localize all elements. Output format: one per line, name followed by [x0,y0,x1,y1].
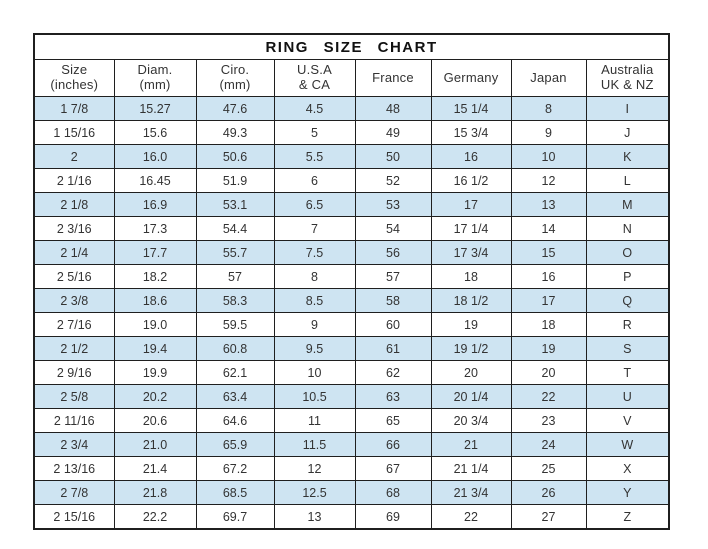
table-cell: 2 5/16 [34,265,114,289]
table-cell: 51.9 [196,169,274,193]
table-cell: 65.9 [196,433,274,457]
table-cell: T [586,361,669,385]
column-header-line2: (inches) [50,77,99,92]
table-cell: 8.5 [274,289,355,313]
table-cell: 20.6 [114,409,196,433]
table-cell: 17 3/4 [431,241,511,265]
table-cell: 16.9 [114,193,196,217]
table-cell: R [586,313,669,337]
table-cell: N [586,217,669,241]
table-cell: 15 3/4 [431,121,511,145]
column-header [274,60,355,97]
table-cell: 16 [431,145,511,169]
table-cell: 17 [431,193,511,217]
table-cell: 17 1/4 [431,217,511,241]
table-cell: 2 3/4 [34,433,114,457]
table-cell: 17.7 [114,241,196,265]
table-cell: 13 [274,505,355,530]
table-row [34,409,669,433]
header-row [34,60,669,97]
table-row [34,313,669,337]
table-cell: 13 [511,193,586,217]
table-cell: 68 [355,481,431,505]
table-cell: 14 [511,217,586,241]
table-row [34,145,669,169]
column-header [511,60,586,97]
table-cell: 19.4 [114,337,196,361]
table-cell: 16 1/2 [431,169,511,193]
column-header-line1: Australia [601,62,654,78]
table-cell: 15 [511,241,586,265]
table-row [34,337,669,361]
table-cell: 2 1/8 [34,193,114,217]
table-cell: 47.6 [196,97,274,121]
table-cell: 25 [511,457,586,481]
table-cell: 48 [355,97,431,121]
table-cell: U [586,385,669,409]
column-header-line1: France [372,69,414,85]
table-cell: 49 [355,121,431,145]
table-cell: 2 [34,145,114,169]
ring-size-table [33,33,670,530]
table-cell: 8 [274,265,355,289]
table-cell: 50 [355,145,431,169]
table-row [34,265,669,289]
table-cell: 1 15/16 [34,121,114,145]
table-row [34,97,669,121]
table-cell: 2 1/4 [34,241,114,265]
table-cell: M [586,193,669,217]
table-cell: 62.1 [196,361,274,385]
table-cell: 53 [355,193,431,217]
table-cell: 2 7/8 [34,481,114,505]
column-header [586,60,669,97]
column-header-line1: Ciro. [220,62,250,78]
column-header [34,60,114,97]
table-cell: 21 3/4 [431,481,511,505]
column-header-line2: UK & NZ [600,77,654,92]
table-cell: O [586,241,669,265]
table-cell: 7.5 [274,241,355,265]
table-cell: 68.5 [196,481,274,505]
table-cell: 56 [355,241,431,265]
table-cell: 67.2 [196,457,274,481]
column-header-line2: (mm) [139,77,171,92]
table-cell: 9 [274,313,355,337]
column-header-line2: (mm) [219,77,251,92]
column-header [114,60,196,97]
table-cell: 59.5 [196,313,274,337]
table-row [34,433,669,457]
column-header [196,60,274,97]
table-cell: Q [586,289,669,313]
table-cell: 62 [355,361,431,385]
table-cell: 4.5 [274,97,355,121]
table-cell: 21 1/4 [431,457,511,481]
table-cell: 23 [511,409,586,433]
table-cell: 2 3/8 [34,289,114,313]
table-cell: P [586,265,669,289]
table-cell: 69 [355,505,431,530]
table-cell: L [586,169,669,193]
table-row [34,481,669,505]
table-cell: 2 15/16 [34,505,114,530]
table-cell: 15.6 [114,121,196,145]
table-cell: 9.5 [274,337,355,361]
column-header-line1: Germany [443,69,499,85]
table-cell: 16.0 [114,145,196,169]
column-header-line1: Japan [530,69,567,85]
table-cell: 18.2 [114,265,196,289]
table-cell: 8 [511,97,586,121]
table-row [34,241,669,265]
table-cell: 2 3/16 [34,217,114,241]
table-cell: 18 [431,265,511,289]
table-cell: 12.5 [274,481,355,505]
column-header [431,60,511,97]
table-cell: 12 [511,169,586,193]
table-cell: 58 [355,289,431,313]
table-cell: 60.8 [196,337,274,361]
table-cell: 57 [196,265,274,289]
column-header-line2: & CA [298,77,331,92]
table-cell: 17 [511,289,586,313]
table-cell: S [586,337,669,361]
table-cell: 22.2 [114,505,196,530]
table-cell: 1 7/8 [34,97,114,121]
table-cell: 52 [355,169,431,193]
column-header [355,60,431,97]
table-cell: 54.4 [196,217,274,241]
table-cell: 21.0 [114,433,196,457]
table-cell: 16 [511,265,586,289]
table-cell: 16.45 [114,169,196,193]
table-cell: 21.4 [114,457,196,481]
table-cell: 7 [274,217,355,241]
table-row [34,169,669,193]
table-row [34,457,669,481]
table-cell: 6.5 [274,193,355,217]
table-cell: 2 7/16 [34,313,114,337]
table-cell: X [586,457,669,481]
table-cell: 20.2 [114,385,196,409]
table-cell: 15.27 [114,97,196,121]
table-cell: 63 [355,385,431,409]
table-cell: 10.5 [274,385,355,409]
table-cell: 22 [431,505,511,530]
table-cell: 10 [274,361,355,385]
table-cell: 2 13/16 [34,457,114,481]
table-cell: 20 [431,361,511,385]
table-cell: 2 11/16 [34,409,114,433]
table-cell: 19 [511,337,586,361]
table-cell: 19 [431,313,511,337]
column-header-line1: U.S.A [297,62,332,78]
table-cell: 26 [511,481,586,505]
table-cell: 19 1/2 [431,337,511,361]
table-cell: 19.0 [114,313,196,337]
table-cell: 6 [274,169,355,193]
table-cell: 50.6 [196,145,274,169]
table-cell: 2 1/16 [34,169,114,193]
table-cell: 2 5/8 [34,385,114,409]
table-cell: 27 [511,505,586,530]
table-cell: 49.3 [196,121,274,145]
table-cell: 58.3 [196,289,274,313]
table-cell: 22 [511,385,586,409]
table-row [34,217,669,241]
table-cell: 2 1/2 [34,337,114,361]
table-cell: 21.8 [114,481,196,505]
column-header-line1: Diam. [137,62,173,78]
table-cell: 63.4 [196,385,274,409]
table-row [34,505,669,530]
table-cell: 64.6 [196,409,274,433]
table-cell: 5.5 [274,145,355,169]
table-cell: 18 1/2 [431,289,511,313]
table-cell: I [586,97,669,121]
table-cell: 10 [511,145,586,169]
table-cell: 24 [511,433,586,457]
table-cell: V [586,409,669,433]
table-cell: Z [586,505,669,530]
table-cell: 12 [274,457,355,481]
table-cell: 54 [355,217,431,241]
table-cell: 20 1/4 [431,385,511,409]
table-cell: 11.5 [274,433,355,457]
table-cell: 20 [511,361,586,385]
table-cell: 66 [355,433,431,457]
table-cell: 21 [431,433,511,457]
table-cell: 69.7 [196,505,274,530]
table-cell: 20 3/4 [431,409,511,433]
table-cell: 53.1 [196,193,274,217]
table-cell: 18.6 [114,289,196,313]
table-cell: 67 [355,457,431,481]
table-cell: 9 [511,121,586,145]
table-row [34,361,669,385]
chart-title: RING SIZE CHART [34,34,669,60]
table-row [34,121,669,145]
table-cell: 57 [355,265,431,289]
table-row [34,289,669,313]
title-row [34,34,669,60]
table-cell: 65 [355,409,431,433]
table-cell: 2 9/16 [34,361,114,385]
table-cell: 5 [274,121,355,145]
table-cell: Y [586,481,669,505]
table-cell: W [586,433,669,457]
table-cell: 17.3 [114,217,196,241]
table-cell: 11 [274,409,355,433]
table-row [34,193,669,217]
table-cell: 15 1/4 [431,97,511,121]
table-cell: 18 [511,313,586,337]
table-cell: 19.9 [114,361,196,385]
table-cell: 55.7 [196,241,274,265]
column-header-line1: Size [61,62,88,78]
table-cell: 60 [355,313,431,337]
table-cell: K [586,145,669,169]
table-cell: J [586,121,669,145]
table-row [34,385,669,409]
table-cell: 61 [355,337,431,361]
